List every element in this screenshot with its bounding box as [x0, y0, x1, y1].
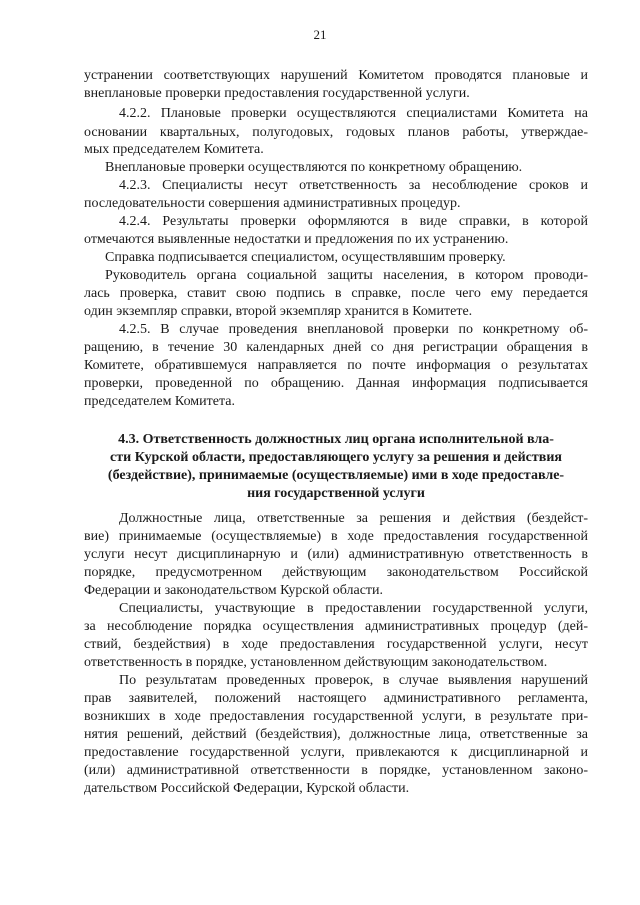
- text-line: нятия решений, действий (бездействия), должностные лица, ответственные за: [84, 727, 588, 742]
- text-line: ращению, в течение 30 календарных дней со дня регистрации обращения в: [84, 340, 588, 355]
- section-heading-line: ния государственной услуги: [247, 486, 425, 501]
- text-line: основании квартальных, полугодовых, годовых планов работы, утверждае-: [84, 125, 588, 140]
- text-line: внеплановые проверки предоставления государственной услуги.: [84, 86, 470, 101]
- text-line: мых председателем Комитета.: [84, 142, 264, 157]
- text-line: Комитете, обратившемуся направляется по почте информация о результатах: [84, 358, 588, 373]
- text-line: Руководитель органа социальной защиты населения, в котором проводи-: [105, 268, 588, 283]
- text-line: порядке, предусмотренном действующим законодательством Российской: [84, 565, 588, 580]
- text-line: Специалисты, участвующие в предоставлении государственной услуги,: [119, 601, 588, 616]
- text-line: лась проверка, ставит свою подпись в справке, после чего ему передается: [84, 286, 588, 301]
- text-line: председателем Комитета.: [84, 394, 235, 409]
- text-line: возникших в ходе предоставления государственной услуги, в результате при-: [84, 709, 588, 724]
- section-heading-line: (бездействие), принимаемые (осуществляемые) ими в ходе предоставле-: [107, 468, 565, 483]
- text-line: (или) административной ответственности в порядке, установленном законо-: [84, 763, 588, 778]
- text-line: за несоблюдение порядка осуществления административных процедур (дей-: [84, 619, 588, 634]
- text-line: 4.2.2. Плановые проверки осуществляются специалистами Комитета на: [119, 106, 588, 121]
- text-line: устранении соответствующих нарушений Комитетом проводятся плановые и: [84, 68, 588, 83]
- text-line: последовательности совершения административных процедур.: [84, 196, 461, 211]
- section-heading-line: сти Курской области, предоставляющего услугу за решения и действия: [110, 450, 562, 465]
- text-line: Внеплановые проверки осуществляются по конкретному обращению.: [105, 160, 523, 175]
- section-heading-line: 4.3. Ответственность должностных лиц органа исполнительной вла-: [118, 432, 554, 447]
- text-line: По результатам проведенных проверок, в случае выявления нарушений: [119, 673, 588, 688]
- text-line: 4.2.4. Результаты проверки оформляются в виде справки, в которой: [119, 214, 588, 229]
- text-line: ствий, бездействия) в ходе предоставления государственной услуги, несут: [84, 637, 588, 652]
- text-line: прав заявителей, положений настоящего административного регламента,: [84, 691, 588, 706]
- text-line: Должностные лица, ответственные за решения и действия (бездейст-: [119, 511, 588, 526]
- text-line: Федерации и законодательством Курской области.: [84, 583, 384, 598]
- text-line: 4.2.3. Специалисты несут ответственность за несоблюдение сроков и: [119, 178, 588, 193]
- text-line: отмечаются выявленные недостатки и предложения по их устранению.: [84, 232, 509, 247]
- text-line: предоставление государственной услуги, привлекаются к дисциплинарной и: [84, 745, 588, 760]
- page-number: 21: [313, 27, 327, 42]
- text-line: проверки, проведенной по обращению. Данная информация подписывается: [84, 376, 588, 391]
- text-line: один экземпляр справки, второй экземпляр хранится в Комитете.: [84, 304, 473, 319]
- text-line: ответственность в порядке, установленном действующим законодательством.: [84, 655, 548, 670]
- text-line: вие) принимаемые (осуществляемые) в ходе предоставления государственной: [84, 529, 588, 544]
- text-line: услуги несут дисциплинарную и (или) административную ответственность в: [84, 547, 588, 562]
- text-line: Справка подписывается специалистом, осуществлявшим проверку.: [105, 250, 506, 265]
- text-line: дательством Российской Федерации, Курской области.: [84, 781, 410, 796]
- text-line: 4.2.5. В случае проведения внеплановой проверки по конкретному об-: [119, 322, 588, 337]
